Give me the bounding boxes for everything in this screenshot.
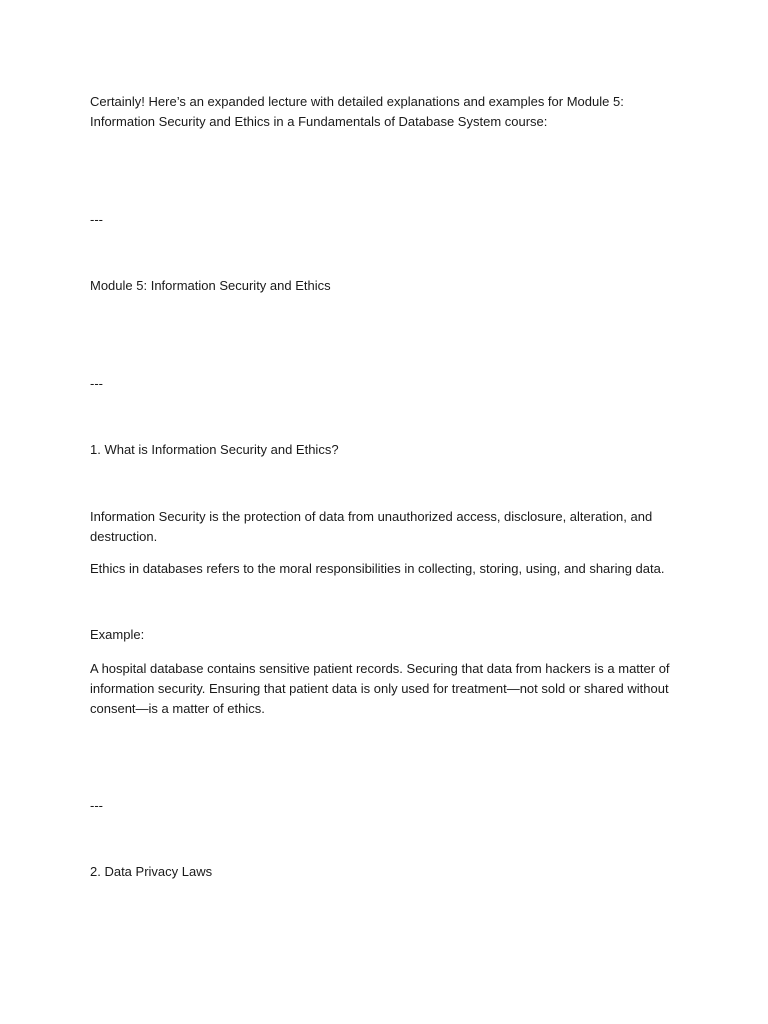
infosec-definition-paragraph: Information Security is the protection of data from unauthorized access, disclosure, alteration, and destruction. [90, 509, 653, 544]
example-paragraph: A hospital database contains sensitive patient records. Securing that data from hackers is a matter of information security. Ensuring that patient data is only used for treatment—not sold or shared without consent—is a matter of ethics. [90, 661, 670, 716]
intro-paragraph: Certainly! Here’s an expanded lecture with detailed explanations and examples for Module 5: Information Security and Ethics in a Fundamentals of Database System course: [90, 94, 624, 129]
ethics-definition-paragraph: Ethics in databases refers to the moral responsibilities in collecting, storing, using, and sharing data. [90, 561, 665, 576]
separator: --- [90, 376, 103, 391]
section-heading: 1. What is Information Security and Ethics? [90, 442, 339, 457]
module-title: Module 5: Information Security and Ethics [90, 278, 331, 293]
section-heading: 2. Data Privacy Laws [90, 864, 213, 879]
example-label: Example: [90, 627, 145, 642]
separator: --- [90, 798, 103, 813]
separator: --- [90, 212, 103, 227]
